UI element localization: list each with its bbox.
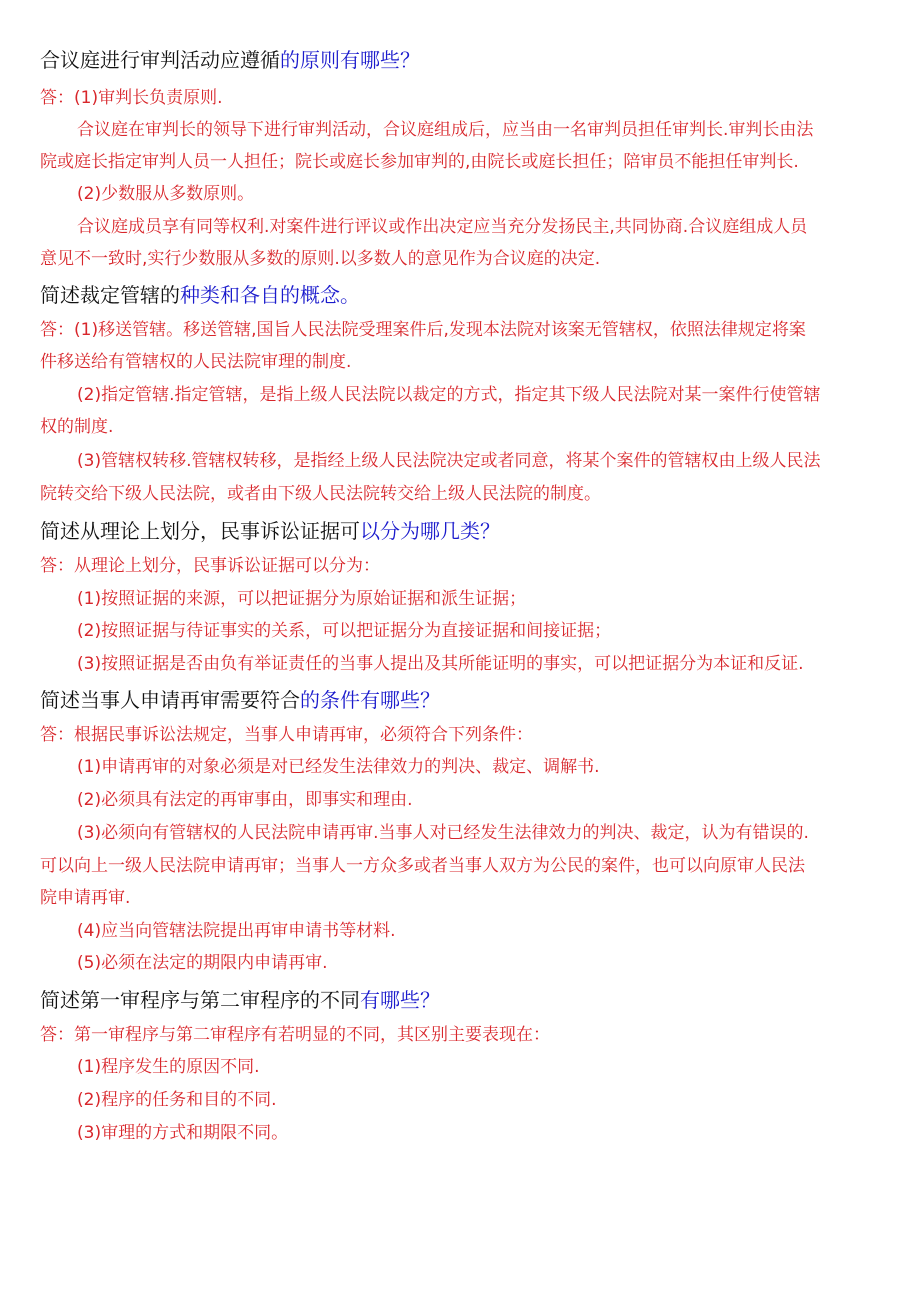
answer-line: (5)必须在法定的期限内申请再审. bbox=[77, 953, 328, 973]
answer-line: (1)程序发生的原因不同. bbox=[77, 1057, 260, 1077]
answer-line: 答：从理论上划分，民事诉讼证据可以分为： bbox=[40, 556, 380, 576]
question-heading bbox=[40, 517, 890, 545]
question-heading bbox=[40, 686, 890, 714]
question-highlight: 的条件有哪些？ bbox=[300, 688, 440, 712]
question-text: 简述当事人申请再审需要符合 bbox=[40, 688, 300, 712]
question-text: 合议庭进行审判活动应遵循 bbox=[40, 48, 280, 72]
question-highlight: 以分为哪几类？ bbox=[360, 519, 500, 543]
answer-line: (3)必须向有管辖权的人民法院申请再审.当事人对已经发生法律效力的判决、裁定，认为有错误的. bbox=[77, 823, 809, 843]
answer-line: (2)指定管辖.指定管辖，是指上级人民法院以裁定的方式，指定其下级人民法院对某一案件行使管辖 bbox=[77, 385, 821, 405]
question-text: 简述从理论上划分，民事诉讼证据可 bbox=[40, 519, 360, 543]
question-heading bbox=[40, 986, 890, 1014]
answer-line: 答：第一审程序与第二审程序有若明显的不同，其区别主要表现在： bbox=[40, 1025, 550, 1045]
answer-line: 可以向上一级人民法院申请再审；当事人一方众多或者当事人双方为公民的案件，也可以向原审人民法 bbox=[40, 856, 805, 876]
question-highlight: 的原则有哪些？ bbox=[280, 48, 420, 72]
answer-line: 院申请再审. bbox=[40, 888, 131, 908]
answer-line: 合议庭成员享有同等权利.对案件进行评议或作出决定应当充分发扬民主,共同协商.合议庭组成人员 bbox=[77, 217, 808, 237]
question-highlight: 有哪些？ bbox=[360, 988, 440, 1012]
answer-line: 院或庭长指定审判人员一人担任；院长或庭长参加审判的,由院长或庭长担任；陪审员不能担任审判长. bbox=[40, 152, 799, 172]
question-text: 简述第一审程序与第二审程序的不同 bbox=[40, 988, 360, 1012]
answer-line: (3)按照证据是否由负有举证责任的当事人提出及其所能证明的事实，可以把证据分为本证和反证. bbox=[77, 654, 804, 674]
answer-line: 件移送给有管辖权的人民法院审理的制度. bbox=[40, 352, 352, 372]
question-highlight: 种类和各自的概念。 bbox=[180, 283, 360, 307]
answer-line: (2)按照证据与待证事实的关系，可以把证据分为直接证据和间接证据； bbox=[77, 621, 612, 641]
answer-line: 答：(1)审判长负责原则. bbox=[40, 88, 223, 108]
answer-line: 答：(1)移送管辖。移送管辖,国旨人民法院受理案件后,发现本法院对该案无管辖权，依照法律规定将案 bbox=[40, 320, 806, 340]
answer-line: (2)程序的任务和目的不同. bbox=[77, 1090, 277, 1110]
answer-line: 权的制度. bbox=[40, 417, 114, 437]
question-heading bbox=[40, 281, 890, 309]
answer-line: (2)少数服从多数原则。 bbox=[77, 184, 255, 204]
answer-line: 答：根据民事诉讼法规定，当事人申请再审，必须符合下列条件： bbox=[40, 725, 533, 745]
answer-line: 合议庭在审判长的领导下进行审判活动，合议庭组成后，应当由一名审判员担任审判长.审判长由法 bbox=[77, 120, 814, 140]
answer-line: (1)按照证据的来源，可以把证据分为原始证据和派生证据； bbox=[77, 589, 527, 609]
question-heading bbox=[40, 46, 890, 74]
answer-line: (4)应当向管辖法院提出再审申请书等材料. bbox=[77, 921, 396, 941]
answer-line: (3)审理的方式和期限不同。 bbox=[77, 1123, 289, 1143]
answer-line: (3)管辖权转移.管辖权转移，是指经上级人民法院决定或者同意，将某个案件的管辖权由上级人民法 bbox=[77, 451, 821, 471]
question-text: 简述裁定管辖的 bbox=[40, 283, 180, 307]
answer-line: 意见不一致时,实行少数服从多数的原则.以多数人的意见作为合议庭的决定. bbox=[40, 249, 601, 269]
answer-line: (1)申请再审的对象必须是对已经发生法律效力的判决、裁定、调解书. bbox=[77, 757, 600, 777]
answer-line: (2)必须具有法定的再审事由，即事实和理由. bbox=[77, 790, 413, 810]
answer-line: 院转交给下级人民法院，或者由下级人民法院转交给上级人民法院的制度。 bbox=[40, 484, 601, 504]
